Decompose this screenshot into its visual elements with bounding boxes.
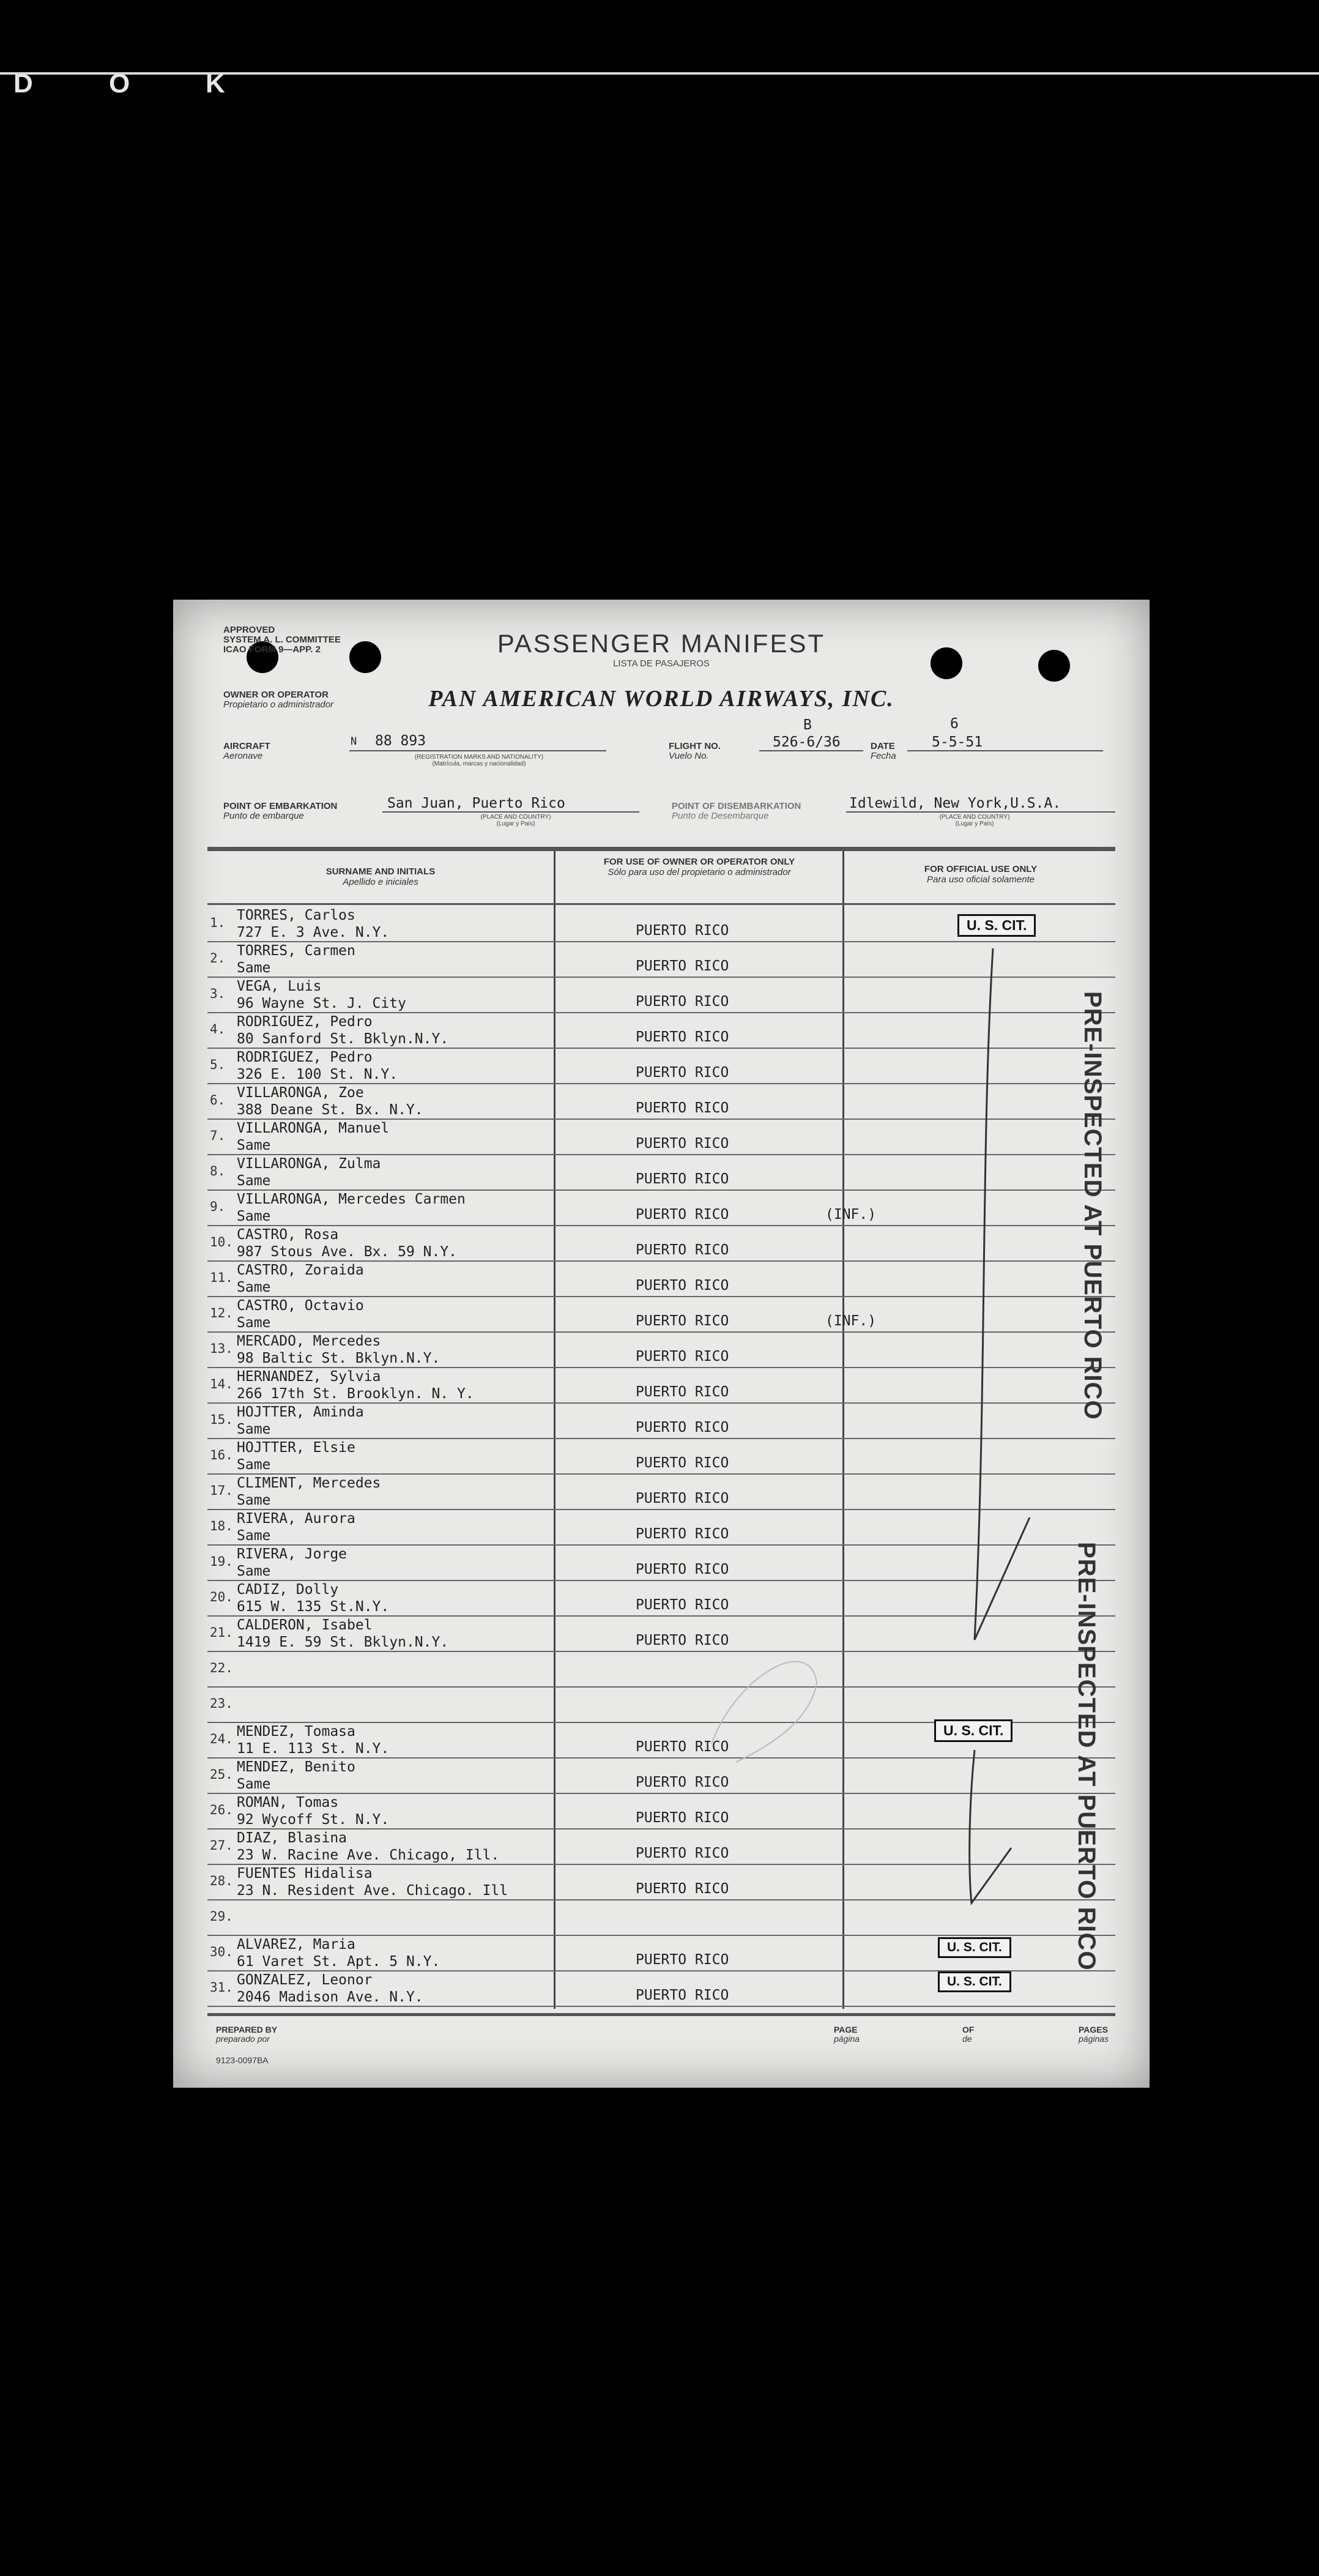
passenger-name: VILLARONGA, Mercedes Carmen: [237, 1191, 466, 1207]
passenger-address: Same: [237, 1563, 271, 1579]
us-cit-stamp: U. S. CIT.: [938, 1971, 1011, 1992]
film-mark: K: [206, 69, 225, 99]
origin-entry: PUERTO RICO: [636, 1242, 729, 1258]
prepared-by-label: [216, 2025, 277, 2044]
passenger-address: Same: [237, 1137, 271, 1153]
row-number: 12.: [210, 1306, 233, 1320]
row-number: 13.: [210, 1341, 233, 1356]
row-number: 21.: [210, 1625, 233, 1640]
passenger-name: ALVAREZ, Maria: [237, 1937, 355, 1952]
approval-line: SYSTEM A. L. COMMITTEE: [223, 635, 341, 645]
passenger-name: RIVERA, Aurora: [237, 1511, 355, 1527]
origin-entry: PUERTO RICO: [636, 1136, 729, 1152]
row-number: 19.: [210, 1554, 233, 1569]
passenger-address: 266 17th St. Brooklyn. N. Y.: [237, 1386, 474, 1402]
passenger-name: TORRES, Carlos: [237, 907, 355, 923]
prepared-by-es: preparado por: [216, 2034, 270, 2044]
of-label: [962, 2025, 974, 2044]
check-mark: [970, 1750, 1011, 1903]
infant-note: (INF.): [825, 1313, 877, 1329]
infant-note: (INF.): [825, 1207, 877, 1223]
preinspected-stamp: PRE-INSPECTED AT PUERTO RICO: [1079, 991, 1106, 1420]
origin-entry: PUERTO RICO: [636, 1810, 729, 1826]
owner-label-en: OWNER OR OPERATOR: [223, 690, 329, 700]
row-number: 23.: [210, 1696, 233, 1711]
passenger-name: MENDEZ, Tomasa: [237, 1724, 355, 1740]
date-label-es: Fecha: [871, 751, 896, 761]
embark-value: San Juan, Puerto Rico: [387, 795, 565, 811]
passenger-name: VILLARONGA, Manuel: [237, 1120, 390, 1136]
passenger-name: DIAZ, Blasina: [237, 1830, 347, 1846]
passenger-address: 23 W. Racine Ave. Chicago, Ill.: [237, 1847, 500, 1863]
form-number: 9123-0097BA: [216, 2055, 269, 2065]
origin-entry: PUERTO RICO: [636, 923, 729, 939]
origin-entry: PUERTO RICO: [636, 1100, 729, 1116]
passenger-address: 11 E. 113 St. N.Y.: [237, 1741, 390, 1757]
manifest-sheet: [173, 600, 1150, 2088]
passenger-name: CASTRO, Octavio: [237, 1298, 364, 1314]
of-label-en: OF: [962, 2025, 975, 2034]
page-label-es: página: [834, 2034, 860, 2044]
passenger-name: VEGA, Luis: [237, 978, 322, 994]
aircraft-value: 88 893: [375, 733, 426, 749]
passenger-name: CALDERON, Isabel: [237, 1617, 373, 1633]
origin-entry: PUERTO RICO: [636, 1313, 729, 1329]
origin-entry: PUERTO RICO: [636, 1384, 729, 1400]
place-caption-es: (Lugar y País): [955, 821, 994, 827]
passenger-name: CASTRO, Rosa: [237, 1227, 339, 1243]
passenger-name: MENDEZ, Benito: [237, 1759, 355, 1775]
row-number: 16.: [210, 1448, 233, 1462]
film-mark: D: [13, 69, 33, 99]
origin-entry: PUERTO RICO: [636, 1349, 729, 1364]
origin-entry: PUERTO RICO: [636, 1207, 729, 1223]
passenger-address: 2046 Madison Ave. N.Y.: [237, 1989, 423, 2005]
passenger-name: RIVERA, Jorge: [237, 1546, 347, 1562]
origin-entry: PUERTO RICO: [636, 1278, 729, 1294]
origin-entry: PUERTO RICO: [636, 1065, 729, 1081]
passenger-name: VILLARONGA, Zoe: [237, 1085, 364, 1101]
flight-label-es: Vuelo No.: [669, 751, 709, 761]
origin-entry: PUERTO RICO: [636, 1739, 729, 1755]
origin-entry: PUERTO RICO: [636, 1987, 729, 2003]
passenger-name: CLIMENT, Mercedes: [237, 1475, 381, 1491]
passenger-name: MERCADO, Mercedes: [237, 1333, 381, 1349]
origin-entry: PUERTO RICO: [636, 1881, 729, 1897]
passenger-address: 727 E. 3 Ave. N.Y.: [237, 925, 390, 940]
row-number: 3.: [210, 986, 226, 1001]
passenger-address: 23 N. Resident Ave. Chicago. Ill: [237, 1883, 508, 1899]
column-header-names-en: SURNAME AND INITIALS: [325, 866, 436, 877]
origin-entry: PUERTO RICO: [636, 1491, 729, 1506]
origin-entry: PUERTO RICO: [636, 1029, 729, 1045]
passenger-name: CADIZ, Dolly: [237, 1582, 339, 1598]
row-number: 22.: [210, 1661, 233, 1675]
page-label-en: PAGE: [834, 2025, 858, 2034]
row-number: 27.: [210, 1838, 233, 1853]
date-mark: 6: [950, 716, 959, 732]
column-header-owner-use-es: Sólo para uso del propietario o administrador: [607, 867, 791, 877]
passenger-address: 80 Sanford St. Bklyn.N.Y.: [237, 1031, 449, 1047]
passenger-address: 326 E. 100 St. N.Y.: [237, 1067, 398, 1082]
pen-check-marks: [173, 600, 1150, 2088]
flight-label-en: FLIGHT NO.: [669, 741, 721, 751]
place-caption-en: (PLACE AND COUNTRY): [939, 814, 1010, 821]
passenger-name: HERNANDEZ, Sylvia: [237, 1369, 381, 1385]
pages-label: [1079, 2025, 1109, 2044]
row-number: 1.: [210, 915, 226, 930]
row-number: 9.: [210, 1199, 226, 1214]
passenger-name: HOJTTER, Aminda: [237, 1404, 364, 1420]
passenger-address: Same: [237, 1776, 271, 1792]
us-cit-stamp: U. S. CIT.: [957, 914, 1036, 937]
disembark-label-en: POINT OF DISEMBARKATION: [672, 801, 801, 811]
prepared-by-en: PREPARED BY: [216, 2025, 278, 2034]
origin-entry: PUERTO RICO: [636, 1632, 729, 1648]
disembark-label-es: Punto de Desembarque: [672, 811, 769, 821]
origin-entry: PUERTO RICO: [636, 1774, 729, 1790]
flight-mark: B: [803, 717, 812, 733]
approval-line: APPROVED: [223, 625, 275, 635]
date-label-en: DATE: [871, 741, 895, 751]
passenger-address: 1419 E. 59 St. Bklyn.N.Y.: [237, 1634, 449, 1650]
aircraft-label-es: Aeronave: [223, 751, 263, 761]
date-value: 5-5-51: [932, 734, 983, 750]
registration-caption-es: (Matrícula, marcas y nacionalidad): [432, 761, 526, 767]
row-number: 11.: [210, 1270, 233, 1285]
row-number: 31.: [210, 1980, 233, 1995]
embark-label-en: POINT OF EMBARKATION: [223, 801, 338, 811]
row-number: 30.: [210, 1945, 233, 1959]
origin-entry: PUERTO RICO: [636, 958, 729, 974]
passenger-address: 615 W. 135 St.N.Y.: [237, 1599, 390, 1615]
column-header-official-use-es: Para uso oficial solamente: [927, 874, 1035, 885]
row-number: 6.: [210, 1093, 226, 1107]
row-number: 25.: [210, 1767, 233, 1782]
passenger-address: 92 Wycoff St. N.Y.: [237, 1812, 390, 1828]
row-number: 26.: [210, 1803, 233, 1817]
flight-value: 526-6/36: [773, 734, 841, 750]
pages-label-en: PAGES: [1079, 2025, 1108, 2034]
origin-entry: PUERTO RICO: [636, 1845, 729, 1861]
passenger-address: Same: [237, 1279, 271, 1295]
preinspected-stamp: PRE-INSPECTED AT PUERTO RICO: [1073, 1542, 1100, 1971]
row-number: 7.: [210, 1128, 226, 1143]
origin-entry: PUERTO RICO: [636, 1455, 729, 1471]
faint-pen-stroke: [712, 1662, 817, 1762]
page-label: [834, 2025, 860, 2044]
footer-rule: [207, 2013, 1115, 2016]
row-number: 17.: [210, 1483, 233, 1498]
row-number: 28.: [210, 1874, 233, 1888]
aircraft-label-en: AIRCRAFT: [223, 741, 270, 751]
passenger-address: Same: [237, 1173, 271, 1189]
passenger-address: Same: [237, 960, 271, 976]
passenger-address: 388 Deane St. Bx. N.Y.: [237, 1102, 423, 1118]
passenger-address: Same: [237, 1528, 271, 1544]
origin-entry: PUERTO RICO: [636, 1597, 729, 1613]
passenger-name: HOJTTER, Elsie: [237, 1440, 355, 1456]
origin-entry: PUERTO RICO: [636, 1171, 729, 1187]
row-number: 8.: [210, 1164, 226, 1178]
passenger-name: FUENTES Hidalisa: [237, 1866, 373, 1882]
registration-caption-en: (REGISTRATION MARKS AND NATIONALITY): [414, 754, 544, 761]
row-number: 5.: [210, 1057, 226, 1072]
column-header-official-use-en: FOR OFFICIAL USE ONLY: [924, 864, 1038, 874]
aircraft-prefix: N: [351, 735, 357, 748]
passenger-name: RODRIGUEZ, Pedro: [237, 1014, 373, 1030]
disembark-value: Idlewild, New York,U.S.A.: [849, 795, 1061, 811]
passenger-address: Same: [237, 1315, 271, 1331]
origin-entry: PUERTO RICO: [636, 1526, 729, 1542]
row-number: 20.: [210, 1590, 233, 1604]
row-number: 2.: [210, 951, 226, 966]
operator-name: PAN AMERICAN WORLD AIRWAYS, INC.: [428, 686, 894, 712]
of-label-es: de: [962, 2034, 972, 2044]
document-subtitle: LISTA DE PASAJEROS: [613, 658, 710, 669]
origin-entry: PUERTO RICO: [636, 1952, 729, 1968]
us-cit-stamp: U. S. CIT.: [938, 1937, 1011, 1958]
passenger-address: 987 Stous Ave. Bx. 59 N.Y.: [237, 1244, 458, 1260]
row-number: 10.: [210, 1235, 233, 1249]
film-mark: O: [109, 69, 130, 99]
column-header-owner-use-en: FOR USE OF OWNER OR OPERATOR ONLY: [603, 857, 795, 867]
passenger-address: 61 Varet St. Apt. 5 N.Y.: [237, 1954, 440, 1970]
origin-entry: PUERTO RICO: [636, 1562, 729, 1577]
passenger-name: TORRES, Carmen: [237, 943, 355, 959]
passenger-address: Same: [237, 1492, 271, 1508]
passenger-name: RODRIGUEZ, Pedro: [237, 1049, 373, 1065]
row-number: 29.: [210, 1909, 233, 1924]
row-number: 15.: [210, 1412, 233, 1427]
embark-label-es: Punto de embarque: [223, 811, 304, 821]
place-caption-en: (PLACE AND COUNTRY): [480, 814, 551, 821]
film-edge-marks: [0, 69, 318, 105]
origin-entry: PUERTO RICO: [636, 1420, 729, 1435]
passenger-address: Same: [237, 1421, 271, 1437]
passenger-address: 98 Baltic St. Bklyn.N.Y.: [237, 1350, 440, 1366]
place-caption-es: (Lugar y País): [496, 821, 535, 827]
check-mark: [975, 948, 1030, 1640]
owner-label-es: Propietario o administrador: [223, 699, 334, 710]
passenger-name: GONZALEZ, Leonor: [237, 1972, 373, 1988]
pages-label-es: páginas: [1079, 2034, 1109, 2044]
row-number: 18.: [210, 1519, 233, 1533]
passenger-address: Same: [237, 1457, 271, 1473]
row-number: 4.: [210, 1022, 226, 1037]
column-header-names-es: Apellido e iniciales: [343, 877, 418, 887]
passenger-address: 96 Wayne St. J. City: [237, 996, 406, 1011]
document-title: PASSENGER MANIFEST: [497, 629, 826, 658]
row-number: 14.: [210, 1377, 233, 1391]
passenger-name: ROMAN, Tomas: [237, 1795, 339, 1811]
passenger-address: Same: [237, 1208, 271, 1224]
passenger-name: CASTRO, Zoraida: [237, 1262, 364, 1278]
passenger-name: VILLARONGA, Zulma: [237, 1156, 381, 1172]
us-cit-stamp: U. S. CIT.: [934, 1719, 1012, 1742]
origin-entry: PUERTO RICO: [636, 994, 729, 1010]
row-number: 24.: [210, 1732, 233, 1746]
approval-line: ICAO FORM 9—APP. 2: [223, 644, 321, 655]
